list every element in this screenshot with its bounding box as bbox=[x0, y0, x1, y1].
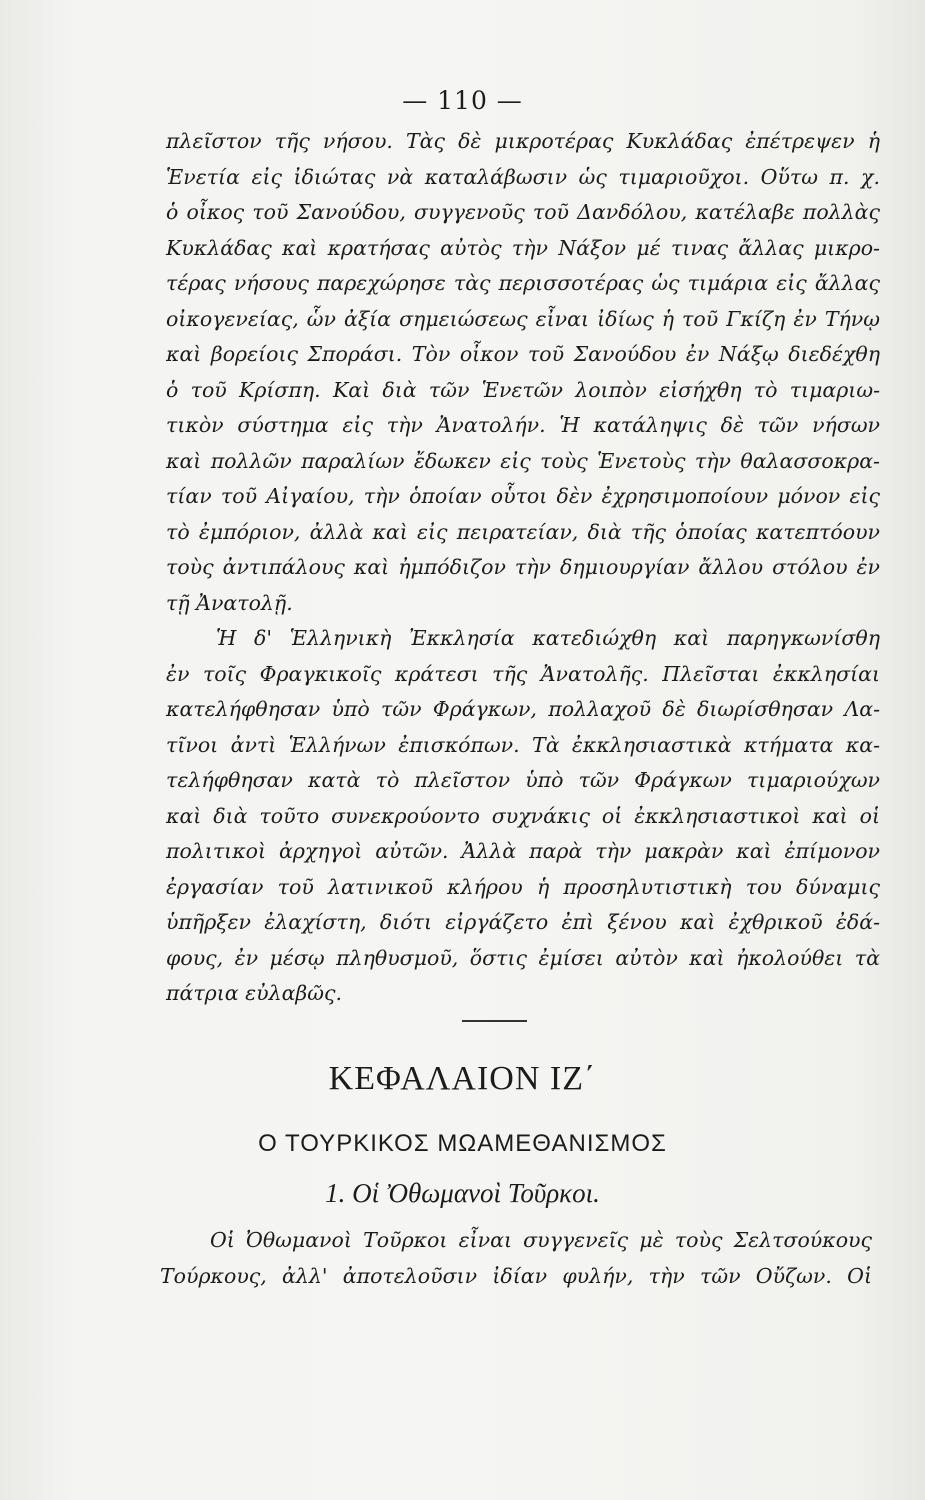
text-line: τοὺς ἀντιπάλους καὶ ἠμπόδιζον τὴν δημιουργίαν ἄλλου στόλου ἐν bbox=[166, 555, 880, 579]
text-line: καὶ διὰ τοῦτο συνεκρούοντο συχνάκις οἱ ἐκκλησιαστικοὶ καὶ οἱ bbox=[166, 803, 880, 828]
text-line: Ἑνετία εἰς ἰδιώτας νὰ καταλάβωσιν ὡς τιμαριοῦχοι. Οὕτω π. χ. bbox=[166, 164, 880, 189]
text-line: τῖνοι ἀντὶ Ἑλλήνων ἐπισκόπων. Τὰ ἐκκλησιαστικὰ κτήματα κα- bbox=[166, 732, 880, 757]
paragraph-2 bbox=[166, 621, 880, 1012]
text-line: καὶ πολλῶν παραλίων ἔδωκεν εἰς τοὺς Ἑνετοὺς τὴν θαλασσοκρα- bbox=[166, 448, 880, 473]
page-number: — 110 — bbox=[402, 86, 523, 115]
paragraph-3 bbox=[160, 1222, 872, 1294]
text-line: καὶ βορείοις Σποράσι. Τὸν οἶκον τοῦ Σανούδου ἐν Νάξῳ διεδέχθη bbox=[166, 342, 880, 366]
chapter-title: ΚΕΦΑΛΑΙΟΝ ΙΖ΄ bbox=[328, 1060, 597, 1097]
subsection-title: 1. Οἱ Ὀθωμανοὶ Τοῦρκοι. bbox=[325, 1178, 600, 1208]
text-line: Κυκλάδας καὶ κρατήσας αὐτὸς τὴν Νάξον μέ τινας ἄλλας μικρο- bbox=[166, 235, 880, 260]
main-text-block bbox=[166, 124, 880, 1012]
text-line: πλεῖστον τῆς νήσου. Τὰς δὲ μικροτέρας Κυκλάδας ἐπέτρεψεν ἡ bbox=[166, 129, 880, 153]
text-line: τελήφθησαν κατὰ τὸ πλεῖστον ὑπὸ τῶν Φράγκων τιμαριούχων bbox=[166, 768, 880, 792]
text-line: οἰκογενείας, ὧν ἀξία σημειώσεως εἶναι ἰδίως ἡ τοῦ Γκίζη ἐν Τήνῳ bbox=[166, 306, 880, 331]
text-line: τέρας νήσους παρεχώρησε τὰς περισσοτέρας ὡς τιμάρια εἰς ἄλλας bbox=[166, 271, 880, 295]
text-line: ἐν τοῖς Φραγκικοῖς κράτεσι τῆς Ἀνατολῆς. Πλεῖσται ἐκκλησίαι bbox=[166, 661, 880, 686]
text-line: πολιτικοὶ ἀρχηγοὶ αὐτῶν. Ἀλλὰ παρὰ τὴν μακρὰν καὶ ἐπίμονον bbox=[166, 839, 880, 863]
text-line: πάτρια εὐλαβῶς. bbox=[166, 981, 342, 1005]
section-title: Ο ΤΟΥΡΚΙΚΟΣ ΜΩΑΜΕΘΑΝΙΣΜΟΣ bbox=[258, 1130, 667, 1157]
section-divider-rule bbox=[462, 1020, 527, 1022]
text-line: κατελήφθησαν ὑπὸ τῶν Φράγκων, πολλαχοῦ δὲ διωρίσθησαν Λα- bbox=[166, 697, 880, 721]
text-line: τίαν τοῦ Αἰγαίου, τὴν ὁποίαν οὗτοι δὲν ἐχρησιμοποίουν μόνον εἰς bbox=[166, 484, 880, 508]
text-line: Οἱ Ὀθωμανοὶ Τοῦρκοι εἶναι συγγενεῖς μὲ τοὺς Σελτσούκους bbox=[210, 1228, 872, 1252]
text-line: τῇ Ἀνατολῇ. bbox=[166, 590, 293, 615]
text-line: ὁ τοῦ Κρίσπη. Καὶ διὰ τῶν Ἑνετῶν λοιπὸν εἰσήχθη τὸ τιμαριω- bbox=[166, 377, 880, 402]
text-line: φους, ἐν μέσῳ πληθυσμοῦ, ὅστις ἐμίσει αὐτὸν καὶ ἠκολούθει τὰ bbox=[166, 945, 880, 970]
text-line: τὸ ἐμπόριον, ἀλλὰ καὶ εἰς πειρατείαν, διὰ τῆς ὁποίας κατεπτόουν bbox=[166, 519, 880, 544]
paragraph-1 bbox=[166, 124, 880, 621]
text-line: ὑπῆρξεν ἐλαχίστη, διότι εἰργάζετο ἐπὶ ξένου καὶ ἐχθρικοῦ ἐδά- bbox=[166, 910, 880, 934]
text-line: Ἡ δ' Ἑλληνικὴ Ἐκκλησία κατεδιώχθη καὶ παρηγκωνίσθη bbox=[216, 626, 880, 650]
text-line: Τούρκους, ἀλλ' ἀποτελοῦσιν ἰδίαν φυλήν, τὴν τῶν Οὔζων. Οἱ bbox=[160, 1264, 872, 1288]
text-line: ἐργασίαν τοῦ λατινικοῦ κλήρου ἡ προσηλυτιστικὴ του δύναμις bbox=[166, 874, 880, 899]
text-line: ὁ οἶκος τοῦ Σανούδου, συγγενοῦς τοῦ Δανδόλου, κατέλαβε πολλὰς bbox=[166, 200, 880, 224]
text-line: τικὸν σύστημα εἰς τὴν Ἀνατολήν. Ἡ κατάληψις δὲ τῶν νήσων bbox=[166, 413, 880, 437]
